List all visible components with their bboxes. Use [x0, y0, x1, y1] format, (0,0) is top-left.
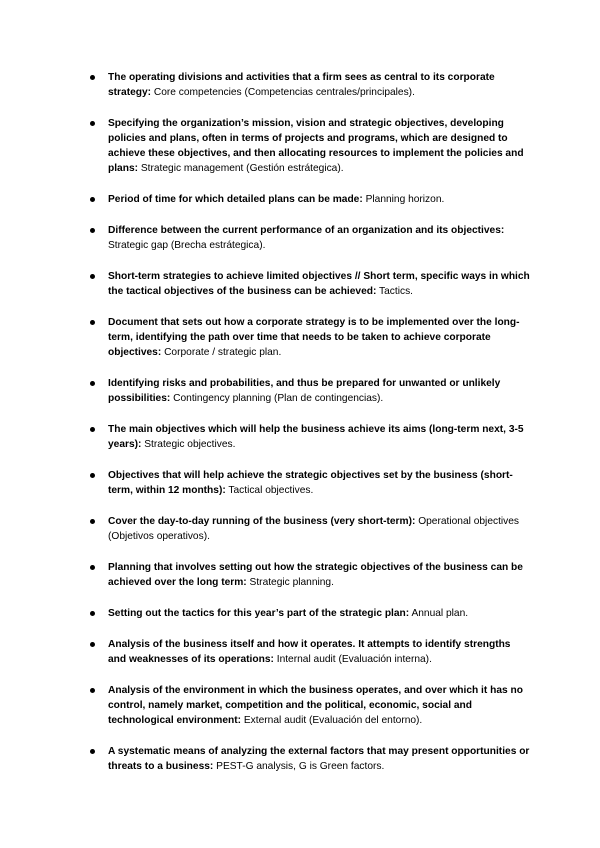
term-text: Strategic gap (Brecha estrátegica). — [108, 240, 266, 251]
definition-text: The main objectives which will help the business achieve its aims (long-term next, 3-5 years): — [108, 424, 524, 450]
list-item — [108, 606, 530, 621]
list-item — [108, 269, 530, 299]
list-item — [108, 744, 530, 774]
list-item — [108, 376, 530, 406]
term-text: Tactics. — [379, 286, 413, 297]
definition-text: Analysis of the business itself and how it operates. It attempts to identify strengths and weaknesses of its operations: — [108, 639, 511, 665]
term-text: Strategic planning. — [249, 577, 334, 588]
definition-text: Short-term strategies to achieve limited objectives // Short term, specific ways in which the tactical objectives of the business can be achieved: — [108, 271, 530, 297]
list-item — [108, 223, 530, 253]
term-text: Corporate / strategic plan. — [164, 347, 282, 358]
term-text: Core competencies (Competencias centrales/principales). — [153, 87, 415, 98]
list-item — [108, 683, 530, 728]
list-item — [108, 637, 530, 667]
definition-text: Planning that involves setting out how the strategic objectives of the business can be achieved over the long term: — [108, 562, 523, 588]
term-text: Operational objectives (Objetivos operativos). — [108, 516, 520, 542]
definition-text: The operating divisions and activities that a firm sees as central to its corporate strategy: — [108, 72, 495, 98]
definition-text: Setting out the tactics for this year’s part of the strategic plan: — [108, 608, 410, 619]
definition-text: Specifying the organization’s mission, vision and strategic objectives, developing policies and plans, often in terms of projects and programs, which are designed to achieve these objectives, and then allocating resources to implement the policies and plans: — [108, 118, 524, 174]
term-text: Internal audit (Evaluación interna). — [276, 654, 432, 665]
definition-text: Objectives that will help achieve the strategic objectives set by the business (short-term, within 12 months): — [108, 470, 513, 496]
term-text: Tactical objectives. — [228, 485, 314, 496]
definition-text: Difference between the current performance of an organization and its objectives: — [108, 225, 505, 236]
definition-text: Identifying risks and probabilities, and thus be prepared for unwanted or unlikely possibilities: — [108, 378, 501, 404]
definition-text: Analysis of the environment in which the business operates, and over which it has no control, namely market, competition and the political, economic, social and technological environment: — [108, 685, 523, 726]
list-item — [108, 514, 530, 544]
term-text: Contingency planning (Plan de contingencias). — [173, 393, 384, 404]
list-item — [108, 70, 530, 100]
term-text: Strategic management (Gestión estrátegica). — [140, 163, 344, 174]
list-item — [108, 468, 530, 498]
term-text: Strategic objectives. — [144, 439, 236, 450]
list-item — [108, 422, 530, 452]
term-text: PEST-G analysis, G is Green factors. — [216, 761, 385, 772]
definition-text: Document that sets out how a corporate strategy is to be implemented over the long-term, identifying the path over time that needs to be taken to achieve corporate objectives: — [108, 317, 520, 358]
term-text: Annual plan. — [411, 608, 469, 619]
list-item — [108, 192, 530, 207]
list-item — [108, 560, 530, 590]
definition-list — [108, 70, 530, 790]
term-text: External audit (Evaluación del entorno). — [243, 715, 423, 726]
definition-text: Cover the day-to-day running of the business (very short-term): — [108, 516, 416, 527]
list-item — [108, 315, 530, 360]
definition-text: A systematic means of analyzing the external factors that may present opportunities or threats to a business: — [108, 746, 530, 772]
definition-text: Period of time for which detailed plans can be made: — [108, 194, 363, 205]
term-text: Planning horizon. — [365, 194, 445, 205]
list-item — [108, 116, 530, 176]
